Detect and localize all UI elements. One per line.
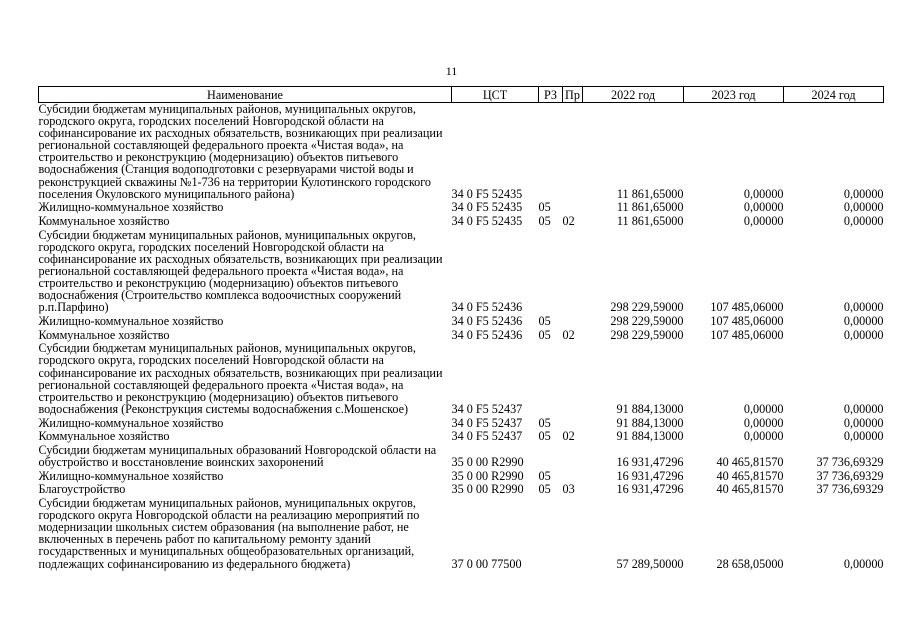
row-2022: 57 289,50000	[616, 556, 684, 571]
page-number: 11	[445, 64, 458, 78]
header-cst: ЦСТ	[452, 87, 539, 103]
row-cst: 37 0 00 77500	[451, 556, 522, 571]
row-pr	[563, 315, 583, 329]
row-cst: 35 0 00 R2990	[451, 468, 524, 483]
row-2023: 107 485,06000	[710, 327, 784, 342]
table-row	[39, 315, 884, 329]
row-2022: 16 931,47296	[616, 454, 684, 469]
row-name: Субсидии бюджетам муниципальных районов, муниципальных округов, городского округа Новгородской области на реализацию мероприятий по модернизации школьных систем образования (на выполнение работ, не включенных в перечень работ по капитальному ремонту зданий государственных и муниципальных общеобразовательных организаций, подлежащих софинансированию из федерального бюджета)	[38, 496, 420, 571]
row-2024: 0,00000	[843, 556, 884, 571]
row-2024: 0,00000	[843, 300, 884, 315]
row-2022: 16 931,47296	[616, 482, 684, 497]
row-2024: 0,00000	[843, 186, 884, 201]
row-2023: 40 465,81570	[716, 454, 784, 469]
table-row	[39, 417, 884, 431]
row-rz: 05	[538, 313, 551, 328]
row-2023: 0,00000	[743, 415, 784, 430]
row-rz	[539, 444, 563, 470]
row-2023: 0,00000	[743, 429, 784, 444]
table-row	[39, 444, 884, 470]
row-2023: 0,00000	[743, 200, 784, 215]
row-cst: 34 0 F5 52435	[451, 214, 523, 229]
row-rz: 05	[538, 468, 551, 483]
row-cst: 35 0 00 R2990	[451, 454, 524, 469]
row-pr	[563, 470, 583, 484]
row-name: Благоустройство	[38, 482, 126, 497]
row-cst: 34 0 F5 52436	[451, 300, 523, 315]
row-2024: 0,00000	[843, 429, 884, 444]
row-pr	[563, 201, 583, 215]
row-rz	[539, 103, 563, 202]
row-cst: 34 0 F5 52436	[451, 327, 523, 342]
row-2022: 91 884,13000	[616, 401, 684, 416]
row-pr	[563, 229, 583, 315]
row-name: Коммунальное хозяйство	[38, 214, 170, 229]
row-rz: 05	[538, 429, 551, 444]
table-row	[39, 483, 884, 497]
table-row	[39, 201, 884, 215]
row-2023: 40 465,81570	[716, 468, 784, 483]
row-cst: 34 0 F5 52437	[451, 429, 523, 444]
row-2022: 298 229,59000	[610, 327, 684, 342]
row-2022: 298 229,59000	[610, 313, 684, 328]
table-row	[39, 215, 884, 229]
row-pr: 03	[562, 482, 575, 497]
row-pr	[563, 497, 583, 571]
row-2023: 107 485,06000	[710, 313, 784, 328]
row-name: Жилищно-коммунальное хозяйство	[38, 200, 224, 215]
row-pr: 02	[562, 429, 575, 444]
header-2024: 2024 год	[784, 87, 884, 103]
row-name: Субсидии бюджетам муниципальных районов, муниципальных округов, городского округа, городских поселений Новгородской области на софинансирование их расходных обязательств, возникающих при реализации региональной составляющей федерального проекта «Чистая вода», на строительство и реконструкцию (модернизацию) объектов питьевого водоснабжения (Станция водоподготовки с резервуарами чистой воды и реконструкцией скважины №1-736 на территории Кулотинского городского поселения Окуловского муниципального района)	[38, 102, 443, 201]
row-rz: 05	[538, 200, 551, 215]
row-2024: 37 736,69329	[816, 454, 884, 469]
row-cst: 34 0 F5 52436	[451, 313, 523, 328]
row-2024: 37 736,69329	[816, 468, 884, 483]
row-pr	[563, 417, 583, 431]
row-rz: 05	[538, 327, 551, 342]
row-cst: 34 0 F5 52435	[451, 200, 523, 215]
row-2023: 40 465,81570	[716, 482, 784, 497]
row-pr	[563, 444, 583, 470]
row-2024: 0,00000	[843, 313, 884, 328]
header-row	[39, 87, 884, 103]
row-name: Жилищно-коммунальное хозяйство	[38, 415, 224, 430]
row-name: Субсидии бюджетам муниципальных районов, муниципальных округов, городского округа, городских поселений Новгородской области на софинансирование их расходных обязательств, возникающих при реализации региональной составляющей федерального проекта «Чистая вода», на строительство и реконструкцию (модернизацию) объектов питьевого водоснабжения (Строительство комплекса водоочистных сооружений р.п.Парфино)	[38, 227, 443, 315]
row-rz: 05	[538, 482, 551, 497]
row-name: Субсидии бюджетам муниципальных образований Новгородской области на обустройство и восстановление воинских захоронений	[38, 442, 437, 469]
row-cst: 34 0 F5 52437	[451, 415, 523, 430]
row-2022: 91 884,13000	[616, 415, 684, 430]
row-2022: 11 861,65000	[616, 214, 684, 229]
row-pr: 02	[562, 214, 575, 229]
table-row	[39, 470, 884, 484]
header-pr: Пр	[563, 87, 583, 103]
row-cst: 34 0 F5 52435	[451, 186, 523, 201]
row-name: Жилищно-коммунальное хозяйство	[38, 468, 224, 483]
row-cst: 35 0 00 R2990	[451, 482, 524, 497]
header-2022: 2022 год	[583, 87, 684, 103]
row-2022: 11 861,65000	[616, 200, 684, 215]
table-row	[39, 342, 884, 416]
row-2023: 0,00000	[743, 214, 784, 229]
row-pr	[563, 103, 583, 202]
row-2023: 107 485,06000	[710, 300, 784, 315]
row-rz: 05	[538, 415, 551, 430]
row-2022: 16 931,47296	[616, 468, 684, 483]
row-2024: 0,00000	[843, 401, 884, 416]
row-name: Субсидии бюджетам муниципальных районов, муниципальных округов, городского округа, городских поселений Новгородской области на софинансирование их расходных обязательств, возникающих при реализации региональной составляющей федерального проекта «Чистая вода», на строительство и реконструкцию (модернизацию) объектов питьевого водоснабжения (Реконструкция системы водоснабжения с.Мошенское)	[38, 341, 443, 416]
row-rz: 05	[538, 214, 551, 229]
row-2024: 37 736,69329	[816, 482, 884, 497]
budget-table	[38, 86, 884, 571]
table-row	[39, 103, 884, 202]
row-name: Жилищно-коммунальное хозяйство	[38, 313, 224, 328]
table-row	[39, 497, 884, 571]
row-2022: 298 229,59000	[610, 300, 684, 315]
row-cst: 34 0 F5 52437	[451, 401, 523, 416]
row-rz	[539, 497, 563, 571]
row-2024: 0,00000	[843, 214, 884, 229]
row-rz	[539, 229, 563, 315]
header-2023: 2023 год	[684, 87, 784, 103]
row-2022: 11 861,65000	[616, 186, 684, 201]
header-name: Наименование	[39, 87, 452, 103]
row-rz	[539, 342, 563, 416]
row-pr	[563, 342, 583, 416]
row-2023: 28 658,05000	[716, 556, 784, 571]
row-2024: 0,00000	[843, 327, 884, 342]
row-name: Коммунальное хозяйство	[38, 327, 170, 342]
header-rz: РЗ	[539, 87, 563, 103]
row-name: Коммунальное хозяйство	[38, 429, 170, 444]
row-2024: 0,00000	[843, 200, 884, 215]
table-row	[39, 229, 884, 315]
row-2022: 91 884,13000	[616, 429, 684, 444]
row-2023: 0,00000	[743, 401, 784, 416]
row-pr: 02	[562, 327, 575, 342]
table-row	[39, 329, 884, 343]
table-row	[39, 430, 884, 444]
row-2023: 0,00000	[743, 186, 784, 201]
row-2024: 0,00000	[843, 415, 884, 430]
